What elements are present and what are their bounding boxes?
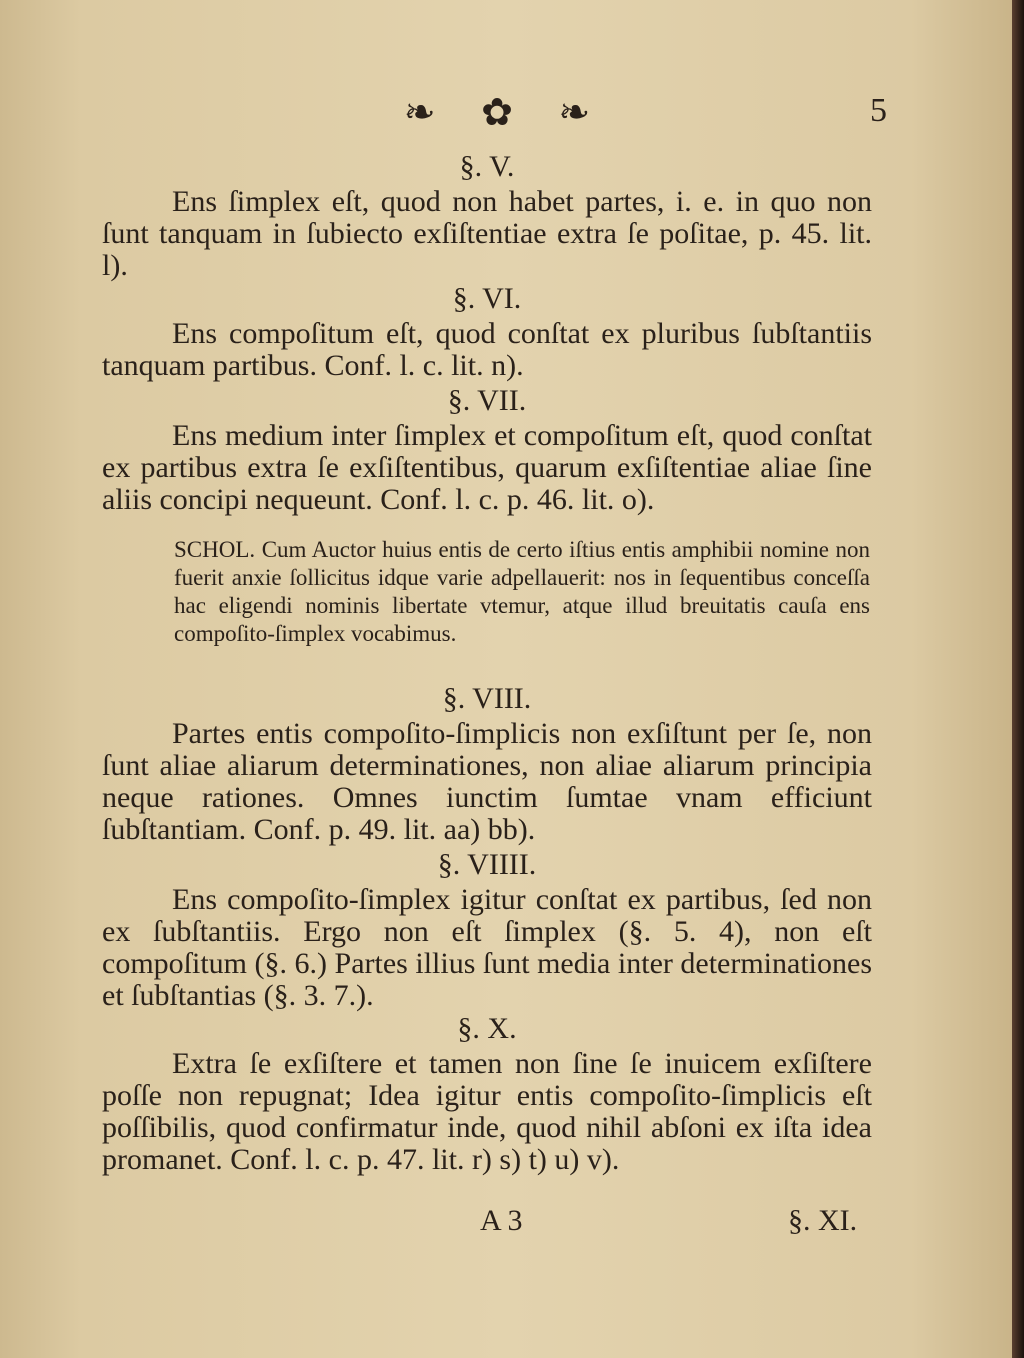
section-8: [102, 680, 872, 846]
section-text: Ens ſimplex eſt, quod non habet partes, i. e. in quo non ſunt tanquam in ſubiecto exſiſtentiae extra ſe poſitae, p. 45. lit. l).: [102, 185, 872, 282]
section-text: Partes entis compoſito-ſimplicis non exſiſtunt per ſe, non ſunt aliae aliarum determinationes, non aliae aliarum principia neque rationes. Omnes iunctim ſumtae vnam efficiunt ſubſtantiam. Conf. p. 49. lit. aa) bb).: [102, 717, 872, 846]
section-heading: §. VII.: [447, 384, 527, 417]
scholium-label: SCHOL.: [174, 537, 256, 562]
signature-mark: A 3: [480, 1204, 523, 1237]
book-spine-shadow: [1012, 0, 1024, 1358]
section-heading: §. VIIII.: [437, 848, 537, 881]
section-5: [102, 148, 872, 282]
section-7: [102, 382, 872, 516]
section-heading: §. V.: [459, 150, 515, 183]
section-heading: §. VI.: [452, 282, 522, 315]
page-number: 5: [870, 92, 887, 129]
section-heading: §. X.: [457, 1012, 517, 1045]
section-6: [102, 280, 872, 382]
section-heading: §. VIII.: [442, 682, 532, 715]
section-text: Ens compoſitum eſt, quod conſtat ex pluribus ſubſtantiis tanquam partibus. Conf. l. c. lit. n).: [102, 317, 872, 382]
section-text: Ens medium inter ſimplex et compoſitum eſt, quod conſtat ex partibus extra ſe exſiſtentibus, quarum exſiſtentiae aliae ſine aliis concipi nequeunt. Conf. l. c. p. 46. lit. o).: [102, 419, 872, 516]
catchword: §. XI.: [788, 1204, 858, 1237]
scholium: [174, 536, 870, 648]
section-9: [102, 846, 872, 1012]
section-10: [102, 1010, 872, 1176]
section-text: Extra ſe exſiſtere et tamen non ſine ſe inuicem exſiſtere poſſe non repugnat; Idea igitur entis compoſito-ſimplicis eſt poſſibilis, quod confirmatur inde, quod nihil abſoni ex iſta idea promanet. Conf. l. c. p. 47. lit. r) s) t) u) v).: [102, 1047, 872, 1176]
scholium-text: Cum Auctor huius entis de certo iſtius entis amphibii nomine non fuerit anxie ſollicitus idque varie adpellauerit: nos in ſequentibus conceſſa hac eligendi nominis libertate vtemur, atque illud breuitatis cauſa ens compoſito-ſimplex vocabimus.: [174, 537, 870, 646]
section-text: Ens compoſito-ſimplex igitur conſtat ex partibus, ſed non ex ſubſtantiis. Ergo non eſt ſimplex (§. 5. 4), non eſt compoſitum (§. 6.) Partes illius ſunt media inter determinationes et ſubſtantias (§. 3. 7.).: [102, 883, 872, 1012]
header-ornament: ❧ ✿ ❧: [403, 92, 609, 134]
